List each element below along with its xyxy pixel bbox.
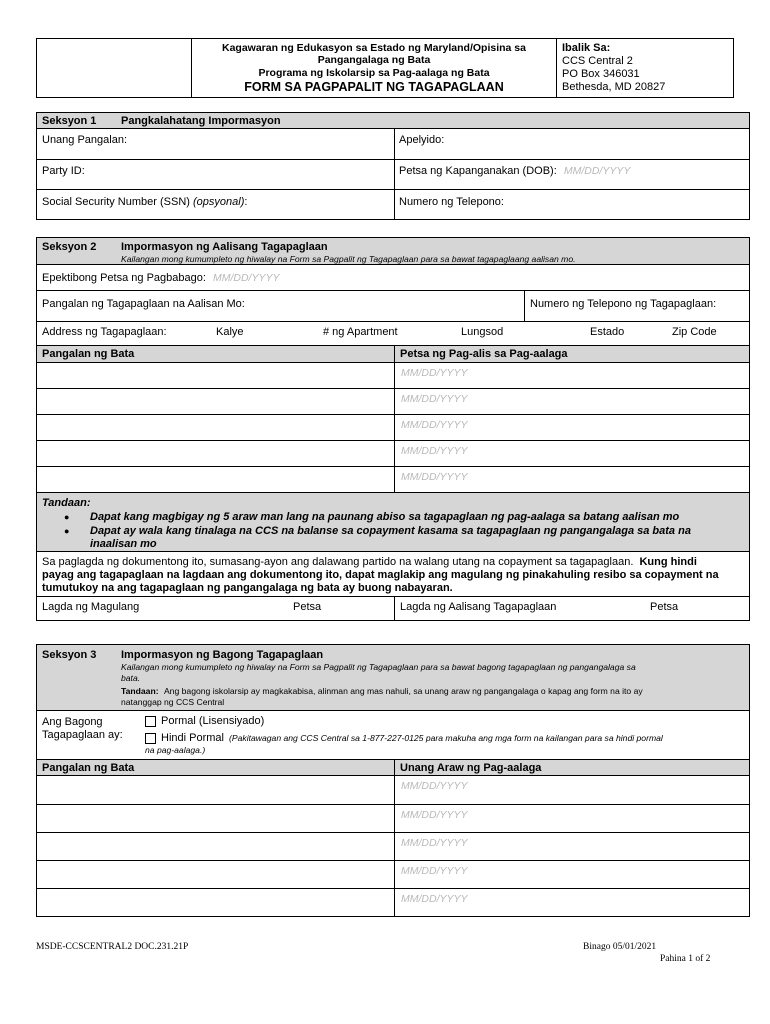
bullet-icon: ● xyxy=(64,526,70,536)
s2-table-row[interactable] xyxy=(37,363,749,388)
party-id-field[interactable]: Party ID: xyxy=(42,165,85,177)
address-zip[interactable]: Zip Code xyxy=(672,326,717,338)
s2-table-row[interactable] xyxy=(37,467,749,492)
ssn-label: Social Security Number (SSN) xyxy=(42,196,190,208)
s2-note-2: Dapat ay wala kang tinalaga na CCS na balanse sa copayment kasama sa tagapaglaan ng pangangalaga sa bata na xyxy=(90,525,691,537)
ssn-optional: (opsyonal) xyxy=(193,196,245,208)
return-label: Ibalik Sa: xyxy=(562,42,611,54)
s2-child-name-header: Pangalan ng Bata xyxy=(42,348,135,360)
agreement-text: Sa paglagda ng dokumentong ito, sumasang-ayon ang dalawang partido na walang utang na copayment sa tagapaglaan. xyxy=(42,556,634,568)
last-name-field[interactable]: Apelyido: xyxy=(399,134,445,146)
section-3-subtitle-1: Kailangan mong kumumpleto ng hiwalay na Form sa Pagpalit ng Tagapaglaan para sa bawat bagong tagapaglaan ng pangangalaga sa xyxy=(121,662,636,672)
s3-table-row[interactable] xyxy=(37,833,749,860)
new-provider-label-1: Ang Bagong xyxy=(42,716,103,728)
informal-option-note-2: na pag-aalaga.) xyxy=(145,745,206,755)
section-2-subtitle: Kailangan mong kumumpleto ng hiwalay na Form sa Pagpalit ng Tagapaglaan para sa bawat tagapaglaang aalisan mo. xyxy=(121,254,576,264)
ssn-field[interactable] xyxy=(42,196,247,209)
agreement-line-3: tumutukoy na ang tagapaglaan ng pangangalaga ng bata ay buong nabayaran. xyxy=(42,582,453,594)
s2-row-date: MM/DD/YYYY xyxy=(401,445,468,457)
s2-table-row[interactable] xyxy=(37,389,749,414)
informal-option xyxy=(161,732,663,745)
section-2-title: Impormasyon ng Aalisang Tagapaglaan xyxy=(121,241,328,253)
section-2-number: Seksyon 2 xyxy=(42,241,97,253)
informal-checkbox[interactable] xyxy=(145,733,156,744)
agency-line-1: Kagawaran ng Edukasyon sa Estado ng Maryland/Opisina sa xyxy=(221,42,526,54)
formal-checkbox[interactable] xyxy=(145,716,156,727)
address-city[interactable]: Lungsod xyxy=(461,326,504,338)
provider-signature-field[interactable]: Lagda ng Aalisang Tagapaglaan xyxy=(400,601,557,613)
s2-row-date: MM/DD/YYYY xyxy=(401,471,468,483)
s3-start-date-header: Unang Araw ng Pag-aalaga xyxy=(400,762,542,774)
effective-date-placeholder: MM/DD/YYYY xyxy=(212,272,280,284)
section-3-note-label: Tandaan: xyxy=(121,686,159,696)
section-3-number: Seksyon 3 xyxy=(42,649,97,661)
effective-date-label: Epektibong Petsa ng Pagbabago: xyxy=(42,272,206,284)
s2-row-date: MM/DD/YYYY xyxy=(401,393,468,405)
new-provider-label-2: Tagapaglaan ay: xyxy=(42,729,123,741)
s3-row-date: MM/DD/YYYY xyxy=(401,865,468,877)
s3-row-date: MM/DD/YYYY xyxy=(401,809,468,821)
dob-label: Petsa ng Kapanganakan (DOB): xyxy=(399,165,557,177)
footer-doc-id: MSDE-CCSCENTRAL2 DOC.231.21P xyxy=(36,942,189,952)
section-1-number: Seksyon 1 xyxy=(42,115,97,127)
address-apartment[interactable]: # ng Apartment xyxy=(323,326,398,338)
bullet-icon: ● xyxy=(64,512,70,522)
return-line-1: CCS Central 2 xyxy=(562,55,633,67)
dob-field[interactable] xyxy=(399,165,630,178)
s3-table-row[interactable] xyxy=(37,889,749,916)
s2-note-label: Tandaan: xyxy=(42,497,91,509)
parent-signature-field[interactable]: Lagda ng Magulang xyxy=(42,601,140,613)
agreement-line-1 xyxy=(42,556,697,569)
section-3-subtitle-2: bata. xyxy=(121,673,141,683)
footer-revised: Binago 05/01/2021 xyxy=(583,942,657,952)
agreement-line-2: payag ang tagapaglaan na lagdaan ang dokumentong ito, dapat maglakip ang magulang ng pinakahuling resibo sa copayment na xyxy=(42,569,719,581)
parent-signature-date[interactable]: Petsa xyxy=(293,601,322,613)
agency-line-2: Pangangalaga ng Bata xyxy=(317,54,431,66)
provider-name-field[interactable]: Pangalan ng Tagapaglaan na Aalisan Mo: xyxy=(42,298,245,310)
address-street[interactable]: Kalye xyxy=(216,326,244,338)
s3-table-row[interactable] xyxy=(37,776,749,803)
form-title: FORM SA PAGPAPALIT NG TAGAPAGLAAN xyxy=(244,80,504,94)
formal-option-label: Pormal (Lisensiyado) xyxy=(161,715,265,727)
s3-child-name-header: Pangalan ng Bata xyxy=(42,762,135,774)
provider-address-label: Address ng Tagapaglaan: xyxy=(42,326,167,338)
section-3-note-text: Ang bagong iskolarsip ay magkakabisa, alinman ang mas nahuli, sa unang araw ng pangangalaga o kapag ang form na ito ay xyxy=(163,686,643,696)
informal-option-note: (Pakitawagan ang CCS Central sa 1-877-227-0125 para makuha ang mga form na kailangan para sa hindi pormal xyxy=(229,733,663,743)
ssn-colon: : xyxy=(244,196,248,208)
dob-placeholder: MM/DD/YYYY xyxy=(563,165,631,177)
s3-table-row[interactable] xyxy=(37,805,749,832)
s3-table-row[interactable] xyxy=(37,861,749,888)
informal-option-label: Hindi Pormal xyxy=(161,732,224,744)
s2-note-1: Dapat kang magbigay ng 5 araw man lang na paunang abiso sa tagapaglaan ng pag-aalaga sa batang aalisan mo xyxy=(90,511,680,523)
s2-table-row[interactable] xyxy=(37,441,749,466)
s2-row-date: MM/DD/YYYY xyxy=(401,367,468,379)
s2-leave-date-header: Petsa ng Pag-alis sa Pag-aalaga xyxy=(400,348,568,360)
phone-field[interactable]: Numero ng Telepono: xyxy=(399,196,504,208)
provider-phone-field[interactable]: Numero ng Telepono ng Tagapaglaan: xyxy=(530,298,717,310)
s2-row-date: MM/DD/YYYY xyxy=(401,419,468,431)
section-1-title: Pangkalahatang Impormasyon xyxy=(121,115,281,127)
provider-signature-date[interactable]: Petsa xyxy=(650,601,679,613)
section-3-title: Impormasyon ng Bagong Tagapaglaan xyxy=(121,649,324,661)
address-state[interactable]: Estado xyxy=(590,326,625,338)
s2-table-row[interactable] xyxy=(37,415,749,440)
return-line-2: PO Box 346031 xyxy=(562,68,640,80)
first-name-field[interactable]: Unang Pangalan: xyxy=(42,134,128,146)
s2-note-2-cont: inaalisan mo xyxy=(90,538,157,550)
return-line-3: Bethesda, MD 20827 xyxy=(562,81,666,93)
agency-line-3: Programa ng Iskolarsip sa Pag-aalaga ng Bata xyxy=(258,67,490,79)
footer-page-number: Pahina 1 of 2 xyxy=(660,954,711,964)
section-3-note xyxy=(121,686,643,696)
s3-row-date: MM/DD/YYYY xyxy=(401,780,468,792)
s3-row-date: MM/DD/YYYY xyxy=(401,837,468,849)
s3-row-date: MM/DD/YYYY xyxy=(401,893,468,905)
effective-date-field[interactable] xyxy=(42,272,280,285)
section-3-note-2: natanggap ng CCS Central xyxy=(121,697,225,707)
agreement-bold: Kung hindi xyxy=(639,556,697,568)
